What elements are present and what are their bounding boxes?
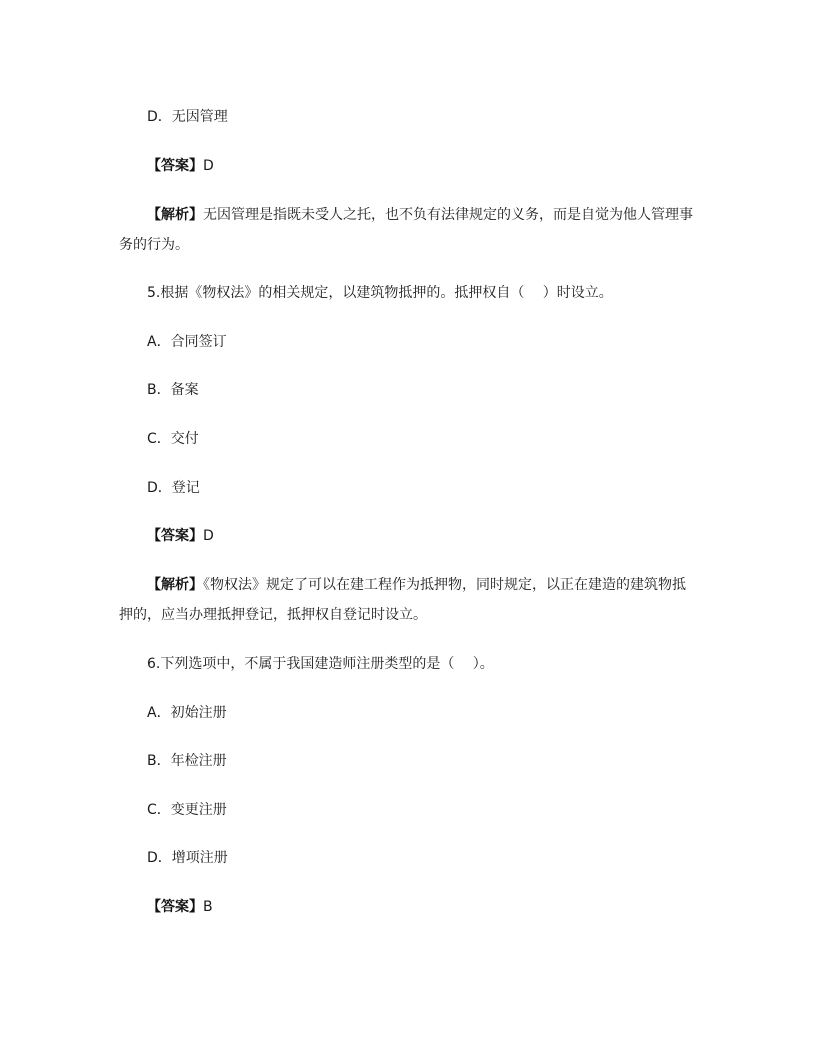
answer-tag: 【答案】	[147, 899, 203, 915]
q5-option-c: C．交付	[147, 431, 199, 447]
q4-analysis	[119, 200, 699, 260]
q6-option-c: C．变更注册	[147, 802, 227, 818]
analysis-tag: 【解析】	[147, 207, 203, 223]
q6-option-d: D．增项注册	[147, 850, 228, 866]
q5-analysis	[119, 570, 699, 630]
q5-option-d: D．登记	[147, 480, 200, 496]
answer-value: D	[203, 158, 214, 174]
q6-option-b: B．年检注册	[147, 753, 227, 769]
q4-answer	[147, 157, 214, 175]
analysis-tag: 【解析】	[147, 577, 203, 593]
q4-option-d: D．无因管理	[147, 109, 228, 125]
answer-tag: 【答案】	[147, 158, 203, 174]
q6-question: 6.下列选项中，不属于我国建造师注册类型的是（ ）。	[147, 656, 494, 672]
answer-tag: 【答案】	[147, 528, 203, 544]
q5-question: 5.根据《物权法》的相关规定，以建筑物抵押的。抵押权自（ ）时设立。	[147, 285, 613, 301]
q5-option-b: B．备案	[147, 382, 199, 398]
q5-option-a: A．合同签订	[147, 334, 227, 350]
analysis-text: 《物权法》规定了可以在建工程作为抵押物，同时规定，以正在建造的建筑物抵押的，应当办理抵押登记，抵押权自登记时设立。	[119, 577, 686, 623]
q6-option-a: A．初始注册	[147, 705, 227, 721]
answer-value: B	[203, 899, 213, 915]
analysis-text: 无因管理是指既未受人之托，也不负有法律规定的义务，而是自觉为他人管理事务的行为。	[119, 207, 693, 253]
answer-value: D	[203, 528, 214, 544]
q6-answer	[147, 898, 213, 916]
q5-answer	[147, 527, 214, 545]
